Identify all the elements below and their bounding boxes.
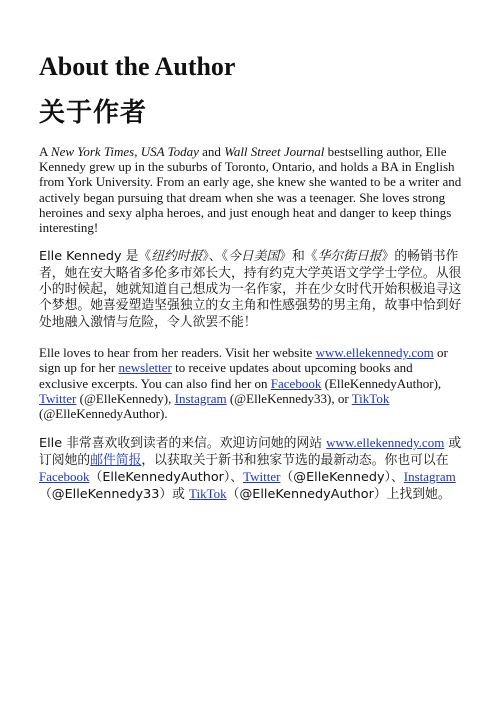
bio-text: 》的畅销书作者，她在安大略省多伦多市郊长大，持有约克大学英语文学学士学位。从很小的时候起，她就知道自己想成为一名作家，并在少女时代开始积极追寻这个梦想。她喜爱塑造坚强独立的女主角和性感强势的男主角，故事中恰到好处地融入激情与危险，令人欲罢不能！ <box>39 249 462 330</box>
twitter-link[interactable]: Twitter <box>39 390 77 406</box>
instagram-link-zh[interactable]: Instagram <box>403 469 456 485</box>
website-link[interactable]: www.ellekennedy.com <box>315 345 434 361</box>
facebook-link[interactable]: Facebook <box>270 375 322 391</box>
contact-paragraph-english <box>39 345 464 421</box>
publication-usa-today: USA Today <box>140 144 199 159</box>
bio-text: 》、《 <box>202 249 228 265</box>
about-author-page <box>39 50 464 504</box>
bio-paragraph-english <box>39 144 464 235</box>
newsletter-link-zh[interactable]: 邮件简报 <box>90 452 142 468</box>
page-title-chinese: 关于作者 <box>39 98 148 128</box>
contact-text: （@ElleKennedyAuthor）上找到她。 <box>226 487 451 503</box>
contact-text: (@ElleKennedy), <box>76 390 175 406</box>
contact-text: （@ElleKennedy）、 <box>280 470 404 486</box>
website-link-zh[interactable]: www.ellekennedy.com <box>326 435 445 451</box>
contact-paragraph-chinese <box>39 435 464 504</box>
bio-text: , <box>134 144 141 159</box>
tiktok-link[interactable]: TikTok <box>351 390 390 406</box>
contact-text: (@ElleKennedy33), or <box>226 390 352 406</box>
contact-text: Elle 非常喜欢收到读者的来信。欢迎访问她的网站 <box>39 436 327 452</box>
publication-wall-street-journal-zh: 华尔街日报 <box>317 249 382 265</box>
publication-usa-today-zh: 今日美国 <box>228 249 280 265</box>
contact-text: to receive updates about upcoming books and exclusive excerpts. You can also find her on <box>39 360 413 391</box>
bio-text: A <box>39 144 51 159</box>
contact-text: （@ElleKennedy33）或 <box>39 487 190 503</box>
contact-text: （ElleKennedyAuthor）、 <box>89 470 244 486</box>
publication-wall-street-journal: Wall Street Journal <box>224 144 325 159</box>
bio-text: bestselling author, Elle Kennedy grew up in the suburbs of Toronto, Ontario, and holds a BA in English from York University. From an early age, she knew she wanted to be a writer and actively began pursuing that dream when she was a teenager. She loves strong heroines and sexy alpha heroes, and just enough heat and danger to keep things interesting! <box>39 144 462 236</box>
page-title-english: About the Author <box>39 52 236 81</box>
bio-text: Elle Kennedy 是《 <box>39 249 152 265</box>
contact-text: 或订阅她的 <box>39 436 462 468</box>
facebook-link-zh[interactable]: Facebook <box>39 469 90 485</box>
contact-text: (ElleKennedyAuthor), <box>321 375 442 391</box>
bio-text: 》和《 <box>279 249 318 265</box>
publication-new-york-times: New York Times <box>50 144 135 159</box>
instagram-link[interactable]: Instagram <box>174 390 227 406</box>
bio-paragraph-chinese <box>39 249 464 331</box>
contact-text: (@ElleKennedyAuthor). <box>39 406 168 422</box>
twitter-link-zh[interactable]: Twitter <box>243 469 281 485</box>
publication-new-york-times-zh: 纽约时报 <box>151 249 203 265</box>
contact-text: or sign up for her <box>39 345 448 376</box>
contact-text: ，以获取关于新书和独家节选的最新动态。你也可以在 <box>141 452 449 468</box>
bio-text: and <box>198 144 225 159</box>
tiktok-link-zh[interactable]: TikTok <box>189 486 227 502</box>
contact-text: Elle loves to hear from her readers. Visit her website <box>39 345 316 361</box>
newsletter-link[interactable]: newsletter <box>118 360 172 376</box>
